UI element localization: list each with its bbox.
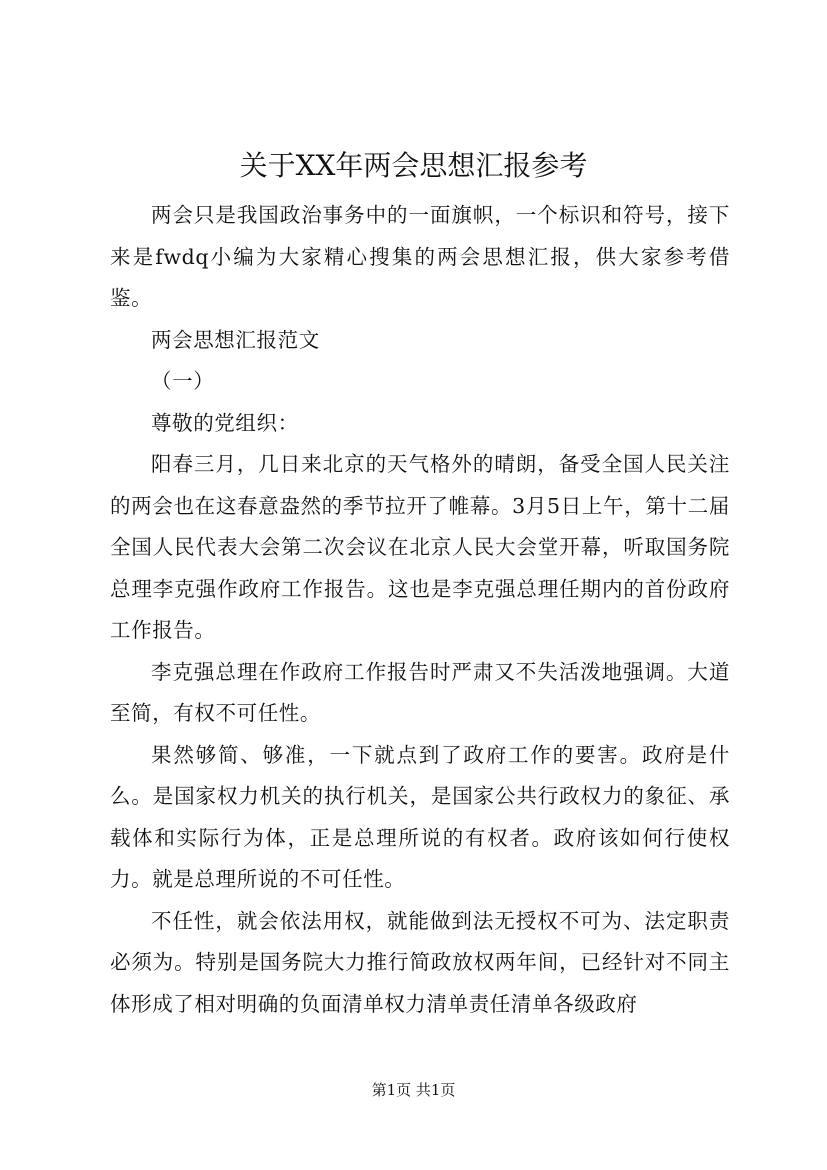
- paragraph-intro: 两会只是我国政治事务中的一面旗帜，一个标识和符号，接下来是fwdq小编为大家精心搜集的两会思想汇报，供大家参考借鉴。: [110, 203, 730, 310]
- paragraph-body-3: 果然够简、够准，一下就点到了政府工作的要害。政府是什么。是国家权力机关的执行机关，是国家公共行政权力的象征、承载体和实际行为体，正是总理所说的有权者。政府该如何行使权力。就是总理所说的不可任性。: [110, 742, 730, 891]
- paragraph-body-2: 李克强总理在作政府工作报告时严肃又不失活泼地强调。大道至简，有权不可任性。: [110, 659, 730, 725]
- paragraph-body-4: 不任性，就会依法用权，就能做到法无授权不可为、法定职责必须为。特别是国务院大力推行简政放权两年间，已经针对不同主体形成了相对明确的负面清单权力清单责任清单各级政府: [110, 908, 730, 1016]
- page-footer: 第1页 共1页: [371, 1081, 456, 1099]
- document-title: 关于XX年两会思想汇报参考: [239, 149, 588, 182]
- paragraph-section-number: （一）: [151, 369, 215, 393]
- document-body: [110, 195, 730, 1025]
- paragraph-salutation: 尊敬的党组织：: [151, 410, 299, 435]
- paragraph-body-1: 阳春三月，几日来北京的天气格外的晴朗，备受全国人民关注的两会也在这春意盎然的季节拉开了帷幕。3月5日上午，第十二届全国人民代表大会第二次会议在北京人民大会堂开幕，听取国务院总理李克强作政府工作报告。这也是李克强总理任期内的首份政府工作报告。: [110, 452, 730, 642]
- paragraph-section-heading: 两会思想汇报范文: [151, 327, 320, 352]
